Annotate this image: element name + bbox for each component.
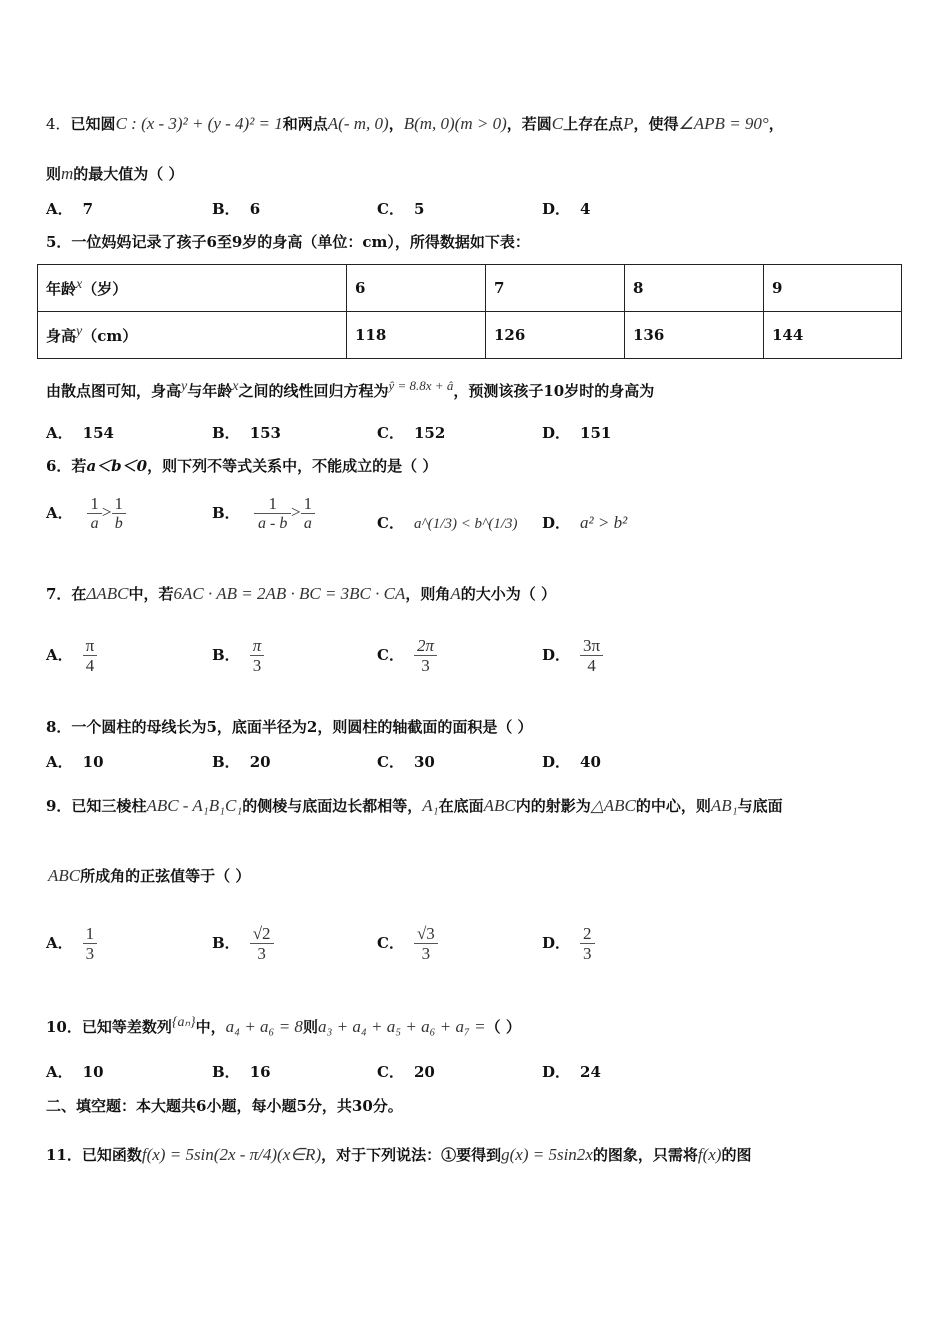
table-cell: 9 xyxy=(764,265,902,312)
q8-option-d[interactable]: D． 40 xyxy=(542,753,601,771)
q10-option-c[interactable]: C． 20 xyxy=(377,1063,435,1081)
table-row xyxy=(38,265,902,312)
q11-stem: 11．已知函数f(x) = 5sin(2x - π/4)(x∈R)，对于下列说法：①要得到g(x) = 5sin2x的图象，只需将f(x)的图 xyxy=(46,1145,752,1164)
q8-option-a[interactable]: A． 10 xyxy=(46,753,104,771)
q10-option-a[interactable]: A． 10 xyxy=(46,1063,104,1081)
q4-comma: ， xyxy=(388,115,404,133)
q4-circle-c: C xyxy=(551,114,564,133)
q4-point-a: A(- m, 0) xyxy=(327,114,389,133)
table-cell: 118 xyxy=(347,312,486,359)
section-heading: 二、填空题：本大题共6小题，每小题5分，共30分。 xyxy=(46,1097,403,1115)
q7-stem: 7．在ΔABC中，若6AC · AB = 2AB · BC = 3BC · CA，则角A的大小为（ ） xyxy=(46,584,557,603)
q5-option-a[interactable]: A． 154 xyxy=(46,424,114,442)
q5-option-b[interactable]: B． 153 xyxy=(212,424,281,442)
table-cell: 126 xyxy=(486,312,625,359)
q7-option-b[interactable]: B． $\frac{\pi}{3}$ xyxy=(212,636,264,675)
q4-circle-equation: C : (x - 3)² + (y - 4)² = 1 xyxy=(115,114,283,133)
q9-option-d[interactable]: D． $\frac{2}{3}$ xyxy=(542,924,595,963)
table-cell: 7 xyxy=(486,265,625,312)
q4-line2-text-1: 则 xyxy=(46,165,62,183)
q6-option-b[interactable]: B． $\frac{1}{a - b}$ > $\frac{1}{a}$ xyxy=(212,494,315,533)
q4-angle: ∠APB = 90° xyxy=(678,114,769,133)
q4-text-1: 已知圆 xyxy=(70,115,116,133)
q4-text-2: 和两点 xyxy=(282,115,328,133)
q4-text-5: ，使得 xyxy=(633,115,679,133)
q8-stem: 8．一个圆柱的母线长为5，底面半径为2，则圆柱的轴截面的面积是（ ） xyxy=(46,718,533,736)
q4-option-d[interactable]: D． 4 xyxy=(542,200,591,218)
q7-option-c[interactable]: C． $\frac{2\pi}{3}$ xyxy=(377,636,437,675)
table-cell: 6 xyxy=(347,265,486,312)
table-cell-height-header: 身高y（cm） xyxy=(38,312,347,359)
q7-vector-equation: 6AC · AB = 2AB · BC = 3BC · CA xyxy=(173,584,406,603)
q6-option-a[interactable]: A． $\frac{1}{a}$ > $\frac{1}{b}$ xyxy=(46,494,126,533)
q9-option-b[interactable]: B． $\frac{√2}{3}$ xyxy=(212,924,274,963)
q5-option-d[interactable]: D． 151 xyxy=(542,424,612,442)
q4-line2-text-2: 的最大值为（ ） xyxy=(73,165,184,183)
q7-option-d[interactable]: D． $\frac{3\pi}{4}$ xyxy=(542,636,603,675)
q4-text-4: 上存在点 xyxy=(563,115,624,133)
q8-option-c[interactable]: C． 30 xyxy=(377,753,435,771)
q6-option-c[interactable]: C． a^(1/3) < b^(1/3) xyxy=(377,514,518,532)
q4-option-c[interactable]: C． 5 xyxy=(377,200,425,218)
q11-function: f(x) = 5sin(2x - π/4)(x∈R) xyxy=(141,1145,322,1164)
table-cell-age-header: 年龄x（岁） xyxy=(38,265,347,312)
q9-option-a[interactable]: A． $\frac{1}{3}$ xyxy=(46,924,97,963)
q4-line2 xyxy=(46,164,184,184)
q4-var-m: m xyxy=(61,164,74,183)
q7-option-a[interactable]: A． $\frac{\pi}{4}$ xyxy=(46,636,97,675)
table-cell: 144 xyxy=(764,312,902,359)
q5-option-c[interactable]: C． 152 xyxy=(377,424,446,442)
q8-option-b[interactable]: B． 20 xyxy=(212,753,271,771)
q4-text-3: ，若圆 xyxy=(506,115,552,133)
q4-text-6: ， xyxy=(768,115,784,133)
q5-data-table xyxy=(37,264,902,359)
table-row xyxy=(38,312,902,359)
q6-stem: 6．若a＜b＜0，则下列不等式关系中，不能成立的是（ ） xyxy=(46,457,438,475)
q9-stem-line1: 9．已知三棱柱ABC - A₁B₁C₁的侧棱与底面边长都相等，A₁在底面ABC内的射影为△ABC的中心，则AB₁与底面 xyxy=(46,796,783,815)
table-cell: 8 xyxy=(625,265,764,312)
q5-followup: 由散点图可知，身高y与年龄x之间的线性回归方程为ŷ = 8.8x + â，预测该孩子10岁时的身高为 xyxy=(46,378,655,400)
q4-number: 4． xyxy=(46,115,71,133)
q4-option-a[interactable]: A． 7 xyxy=(46,200,94,218)
q4-point-p: P xyxy=(623,114,634,133)
q5-regression-equation: ŷ = 8.8x + â xyxy=(388,378,454,393)
q9-option-c[interactable]: C． $\frac{√3}{3}$ xyxy=(377,924,438,963)
table-cell: 136 xyxy=(625,312,764,359)
q6-option-d[interactable]: D． a² > b² xyxy=(542,513,628,532)
q4-option-b[interactable]: B． 6 xyxy=(212,200,261,218)
q9-stem-line2: ABC所成角的正弦值等于（ ） xyxy=(48,866,251,885)
q10-option-d[interactable]: D． 24 xyxy=(542,1063,601,1081)
q10-stem: 10．已知等差数列{aₙ}中，a₄ + a₆ = 8则a₃ + a₄ + a₅ + a₆ + a₇ =（ ） xyxy=(46,1015,521,1036)
q4-point-b: B(m, 0)(m > 0) xyxy=(403,114,507,133)
q4-line1 xyxy=(46,114,784,134)
q10-option-b[interactable]: B． 16 xyxy=(212,1063,271,1081)
q5-stem: 5．一位妈妈记录了孩子6至9岁的身高（单位：cm），所得数据如下表： xyxy=(46,233,530,251)
